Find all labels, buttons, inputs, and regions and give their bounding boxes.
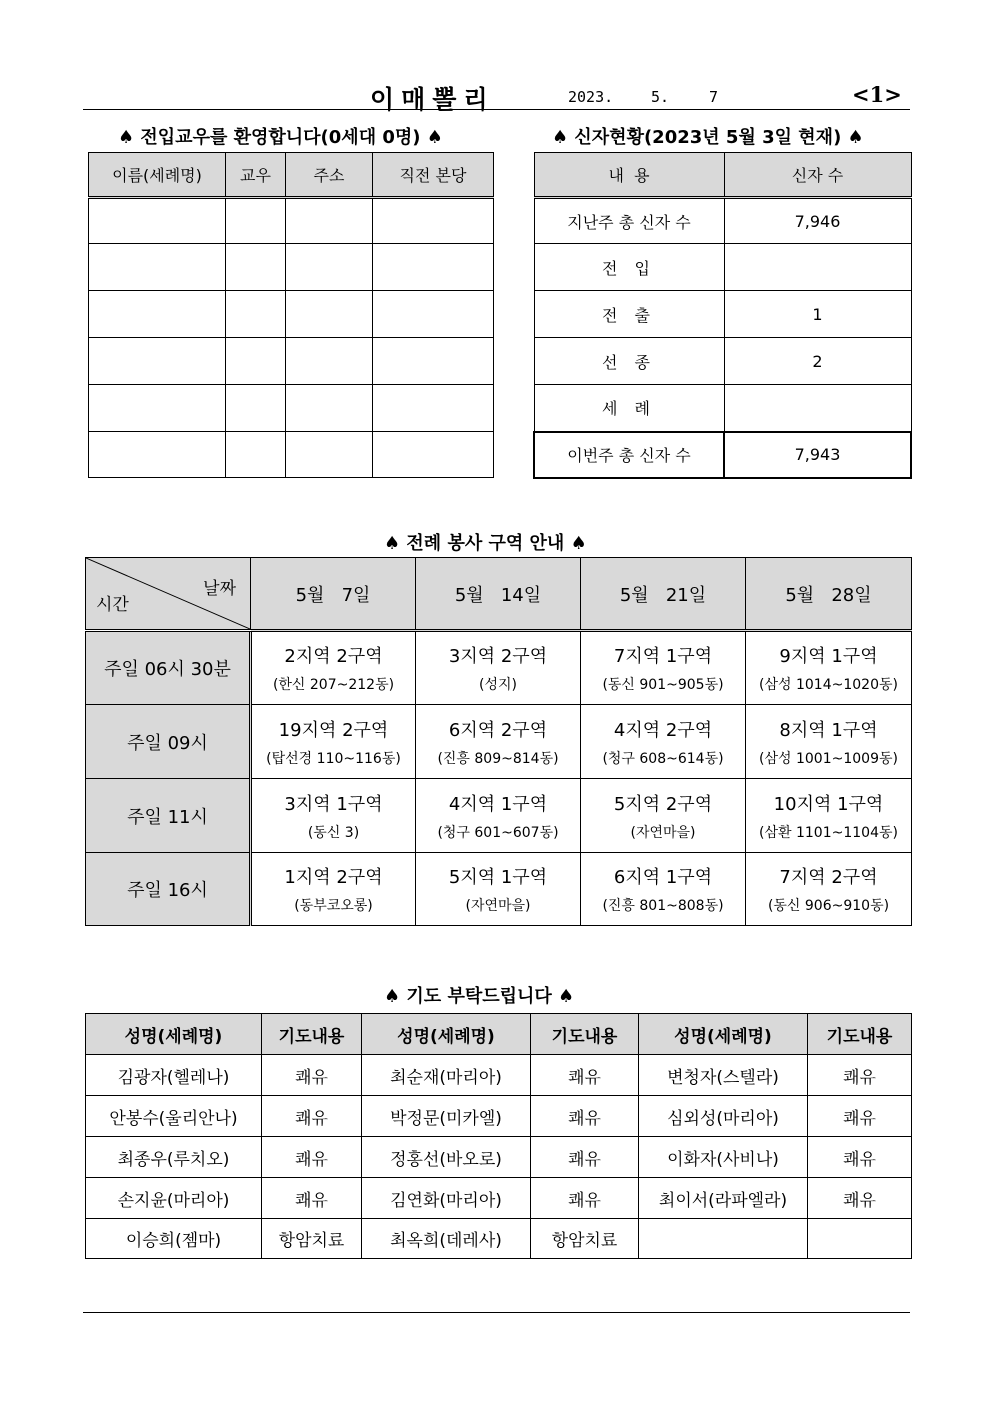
area-sub: (동부코오롱) <box>294 898 373 914</box>
table-cell <box>373 385 494 432</box>
table-row <box>534 291 911 338</box>
table-cell <box>251 705 416 779</box>
prayer-content: 쾌유 <box>531 1178 639 1219</box>
table-cell <box>89 338 226 385</box>
person-name: 최순재(마리아) <box>362 1055 531 1096</box>
table-cell <box>251 853 416 926</box>
person-name: 김연화(마리아) <box>362 1178 531 1219</box>
table-cell <box>416 631 581 705</box>
date-header: 5월 7일 <box>251 558 416 631</box>
table-cell <box>373 244 494 291</box>
table-row <box>89 338 494 385</box>
area-main: 8지역 1구역 <box>779 719 878 741</box>
person-name: 이승희(젬마) <box>86 1219 262 1259</box>
date-day: 7 <box>709 88 719 106</box>
service-table <box>85 557 912 926</box>
table-cell <box>746 779 912 853</box>
col-header: 신자 수 <box>724 153 911 198</box>
area-sub: (탑선경 110~116동) <box>266 750 401 767</box>
table-row <box>534 244 911 291</box>
prayer-title: ♠ 기도 부탁드립니다 ♠ <box>384 986 575 1007</box>
table-row <box>86 631 912 705</box>
area-main: 1지역 2구역 <box>284 867 383 888</box>
table-cell <box>286 385 373 432</box>
date-header: 5월 14일 <box>416 558 581 631</box>
col-header: 성명(세례명) <box>362 1014 531 1055</box>
area-sub: (삼성 1001~1009동) <box>759 750 898 767</box>
area-main: 5지역 2구역 <box>613 793 713 815</box>
area-sub: (진흥 809~814동) <box>437 750 559 767</box>
area-main: 6지역 2구역 <box>448 719 548 741</box>
area-main: 4지역 1구역 <box>448 793 548 815</box>
table-row <box>86 705 912 779</box>
table-row <box>89 432 494 478</box>
person-name: 박정문(미카엘) <box>362 1096 531 1137</box>
prayer-content: 항암치료 <box>531 1219 639 1259</box>
col-header: 이름(세례명) <box>89 153 226 198</box>
believers-title: ♠ 신자현황(2023년 5월 3일 현재) ♠ <box>552 127 864 148</box>
prayer-content: 쾌유 <box>531 1096 639 1137</box>
table-cell <box>286 432 373 478</box>
area-main: 19지역 2구역 <box>278 719 389 741</box>
table-cell <box>226 338 286 385</box>
prayer-content: 쾌유 <box>531 1055 639 1096</box>
person-name: 최이서(라파엘라) <box>639 1178 808 1219</box>
corner-date-label: 날짜 <box>203 579 236 599</box>
table-cell <box>226 432 286 478</box>
believers-table <box>533 152 912 479</box>
area-sub: (자연마을) <box>465 898 531 914</box>
col-header: 내 용 <box>534 153 724 198</box>
table-cell <box>286 291 373 338</box>
newcomers-table <box>88 152 494 478</box>
corner-cell <box>86 558 251 631</box>
row-value: 7,946 <box>724 198 911 244</box>
person-name: 안봉수(울리안나) <box>86 1096 262 1137</box>
table-cell <box>226 244 286 291</box>
table-row <box>86 1219 912 1259</box>
table-cell <box>581 631 746 705</box>
area-main: 5지역 1구역 <box>448 867 548 888</box>
row-value: 1 <box>724 291 911 338</box>
table-row <box>534 385 911 432</box>
table-cell <box>746 705 912 779</box>
prayer-content: 쾌유 <box>262 1055 362 1096</box>
table-row <box>86 1096 912 1137</box>
table-cell <box>373 432 494 478</box>
table-cell <box>581 705 746 779</box>
row-label: 전 출 <box>534 291 724 338</box>
date-year: 2023. <box>568 88 614 106</box>
service-title: ♠ 전례 봉사 구역 안내 ♠ <box>384 533 587 554</box>
area-sub: (동신 901~905동) <box>602 677 724 693</box>
person-name: 김광자(헬레나) <box>86 1055 262 1096</box>
table-cell <box>89 432 226 478</box>
area-sub: (삼성 1014~1020동) <box>759 677 898 693</box>
area-sub: (한신 207~212동) <box>272 677 395 693</box>
row-value <box>724 244 911 291</box>
prayer-content: 쾌유 <box>808 1055 912 1096</box>
corner-time-label: 시간 <box>96 595 129 615</box>
prayer-content: 쾌유 <box>808 1096 912 1137</box>
time-label: 주일 09시 <box>86 705 251 779</box>
row-value: 7,943 <box>724 432 911 478</box>
table-cell <box>286 244 373 291</box>
col-header: 주소 <box>286 153 373 198</box>
area-main: 3지역 1구역 <box>284 793 383 815</box>
prayer-content: 쾌유 <box>262 1178 362 1219</box>
table-row <box>89 244 494 291</box>
area-main: 7지역 1구역 <box>613 646 713 667</box>
table-cell <box>89 198 226 244</box>
prayer-content: 쾌유 <box>262 1137 362 1178</box>
page-number: <1> <box>852 82 902 107</box>
person-name: 이화자(사비나) <box>639 1137 808 1178</box>
area-main: 9지역 1구역 <box>779 646 878 667</box>
area-sub: (동신 3) <box>307 824 360 841</box>
table-cell <box>581 779 746 853</box>
table-cell <box>416 705 581 779</box>
row-label: 전 입 <box>534 244 724 291</box>
row-value <box>724 385 911 432</box>
date-header: 5월 28일 <box>746 558 912 631</box>
table-cell <box>251 779 416 853</box>
header-rule <box>83 109 910 110</box>
table-row <box>89 291 494 338</box>
prayer-content: 쾌유 <box>808 1137 912 1178</box>
table-cell <box>746 853 912 926</box>
area-main: 6지역 1구역 <box>613 867 713 888</box>
table-cell <box>286 198 373 244</box>
table-cell <box>416 779 581 853</box>
table-row <box>86 779 912 853</box>
row-value: 2 <box>724 338 911 385</box>
table-row <box>86 1178 912 1219</box>
person-name: 변청자(스텔라) <box>639 1055 808 1096</box>
table-cell <box>251 631 416 705</box>
table-cell <box>581 853 746 926</box>
table-row <box>86 1137 912 1178</box>
date-header: 5월 21일 <box>581 558 746 631</box>
person-name: 최종우(루치오) <box>86 1137 262 1178</box>
table-row <box>86 853 912 926</box>
prayer-content <box>808 1219 912 1259</box>
row-label: 이번주 총 신자 수 <box>534 432 724 478</box>
table-cell <box>746 631 912 705</box>
page-title: 이매뽈리 <box>370 85 495 114</box>
col-header: 기도내용 <box>808 1014 912 1055</box>
table-cell <box>373 338 494 385</box>
table-row <box>89 385 494 432</box>
area-sub: (자연마을) <box>630 824 696 841</box>
area-main: 3지역 2구역 <box>448 646 548 667</box>
table-cell <box>89 291 226 338</box>
area-main: 2지역 2구역 <box>284 646 383 667</box>
col-header: 기도내용 <box>531 1014 639 1055</box>
person-name: 심외성(마리아) <box>639 1096 808 1137</box>
table-row <box>89 198 494 244</box>
col-header: 직전 본당 <box>373 153 494 198</box>
person-name: 정홍선(바오로) <box>362 1137 531 1178</box>
col-header: 교우 <box>226 153 286 198</box>
table-cell <box>416 853 581 926</box>
person-name: 최옥희(데레사) <box>362 1219 531 1259</box>
person-name: 손지윤(마리아) <box>86 1178 262 1219</box>
table-cell <box>373 291 494 338</box>
table-cell <box>373 198 494 244</box>
area-sub: (청구 601~607동) <box>437 824 559 841</box>
area-main: 7지역 2구역 <box>779 867 878 888</box>
date-month: 5. <box>651 88 670 106</box>
footer-rule <box>83 1312 910 1313</box>
area-main: 4지역 2구역 <box>613 719 713 741</box>
time-label: 주일 06시 30분 <box>86 631 251 705</box>
table-row <box>534 198 911 244</box>
area-sub: (성지) <box>479 677 517 693</box>
row-label: 선 종 <box>534 338 724 385</box>
table-row <box>534 432 911 478</box>
area-sub: (삼환 1101~1104동) <box>759 824 898 841</box>
newcomers-title: ♠ 전입교우를 환영합니다(0세대 0명) ♠ <box>118 127 443 148</box>
row-label: 세 례 <box>534 385 724 432</box>
col-header: 기도내용 <box>262 1014 362 1055</box>
prayer-content: 항암치료 <box>262 1219 362 1259</box>
prayer-content: 쾌유 <box>808 1178 912 1219</box>
time-label: 주일 16시 <box>86 853 251 926</box>
table-cell <box>89 244 226 291</box>
time-label: 주일 11시 <box>86 779 251 853</box>
area-sub: (진흥 801~808동) <box>602 898 724 914</box>
area-sub: (청구 608~614동) <box>602 750 724 767</box>
person-name <box>639 1219 808 1259</box>
area-sub: (동신 906~910동) <box>767 898 890 914</box>
table-row <box>86 1055 912 1096</box>
prayer-table <box>85 1013 912 1259</box>
table-row <box>534 338 911 385</box>
prayer-content: 쾌유 <box>262 1096 362 1137</box>
row-label: 지난주 총 신자 수 <box>534 198 724 244</box>
table-cell <box>226 385 286 432</box>
prayer-content: 쾌유 <box>531 1137 639 1178</box>
col-header: 성명(세례명) <box>86 1014 262 1055</box>
col-header: 성명(세례명) <box>639 1014 808 1055</box>
area-main: 10지역 1구역 <box>773 793 884 815</box>
table-cell <box>89 385 226 432</box>
table-cell <box>226 291 286 338</box>
table-cell <box>286 338 373 385</box>
table-cell <box>226 198 286 244</box>
